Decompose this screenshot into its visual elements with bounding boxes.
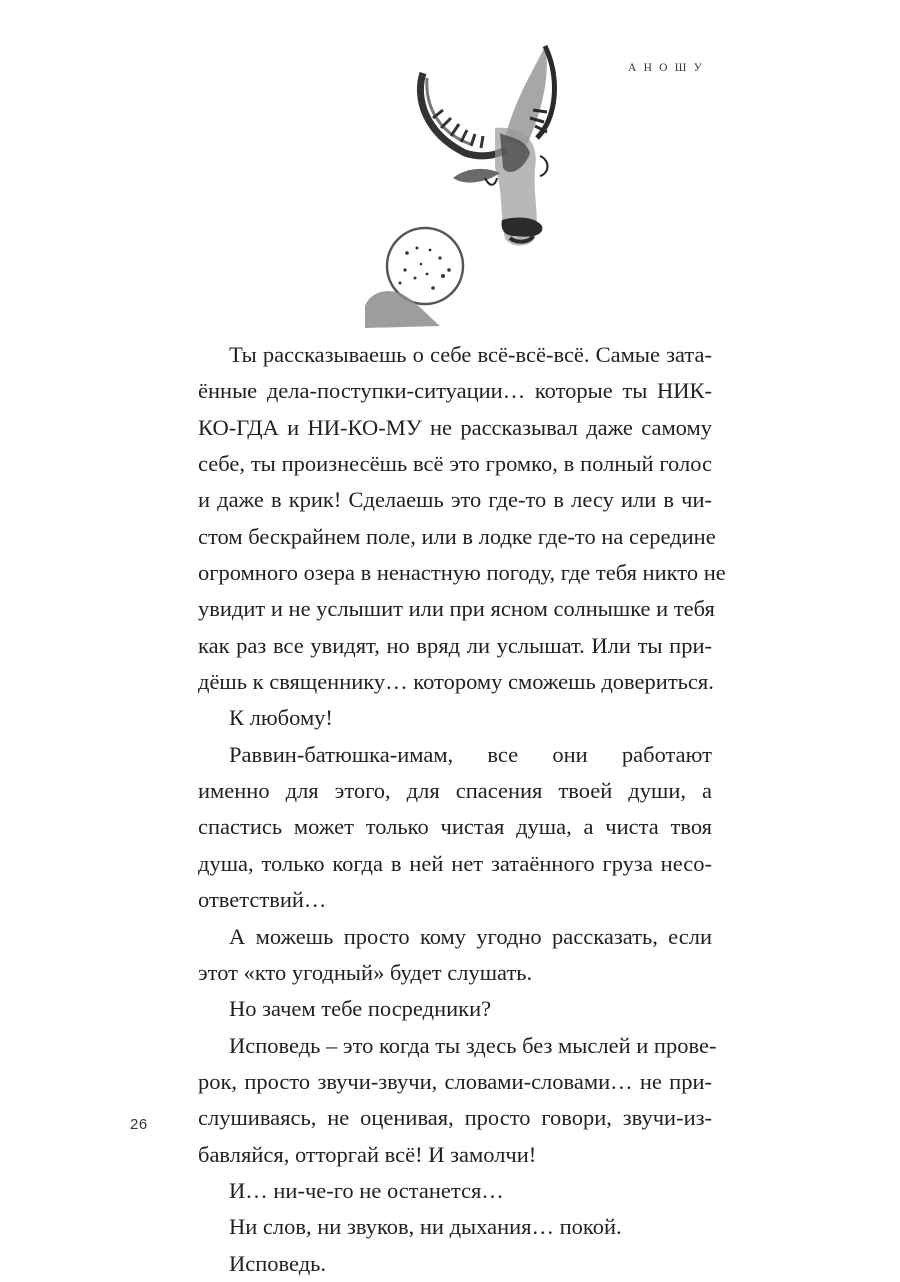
bull-illustration [345, 38, 575, 328]
text-line: этот «кто угодный» будет слушать. [198, 959, 533, 985]
text-line: увидит и не услышит или при ясном солнышке и тебя [198, 596, 715, 622]
text-line: И… ни-че-го не останется… [229, 1177, 504, 1203]
text-line: бавляйся, отторгай всё! И замолчи! [198, 1141, 537, 1167]
text-line: ённые дела-поступки-ситуации… которые ты НИК- [198, 378, 712, 404]
text-line: Раввин-батюшка-имам, все они работают [229, 741, 712, 767]
running-head: А Н О Ш У [628, 62, 704, 74]
page-number: 26 [130, 1116, 148, 1133]
text-line: Исповедь. [229, 1250, 327, 1276]
ink-bull-icon [345, 38, 575, 328]
text-line: Ты рассказываешь о себе всё-всё-всё. Самые зата- [229, 342, 712, 367]
text-line: Ни слов, ни звуков, ни дыхания… покой. [229, 1214, 622, 1240]
text-line: А можешь просто кому угодно рассказать, если [229, 923, 712, 949]
text-line: себе, ты произнесёшь всё это громко, в полный голос [198, 451, 712, 477]
body-text [198, 337, 726, 1282]
text-line: К любому! [229, 705, 333, 731]
text-line: и даже в крик! Сделаешь это где-то в лесу или в чи- [198, 487, 712, 513]
text-line: огромного озера в ненастную погоду, где тебя никто не [198, 560, 726, 586]
text-line: Но зачем тебе посредники? [229, 996, 492, 1022]
text-line: ответствий… [198, 887, 327, 913]
text-line: именно для этого, для спасения твоей души, а [198, 778, 712, 804]
text-line: душа, только когда в ней нет затаённого груза несо- [198, 850, 712, 876]
text-line: рок, просто звучи-звучи, словами-словами… не при- [198, 1068, 712, 1094]
text-line: стом бескрайнем поле, или в лодке где-то на середине [198, 523, 716, 549]
text-line: Исповедь – это когда ты здесь без мыслей и прове- [229, 1032, 717, 1058]
text-line: спастись может только чистая душа, а чиста твоя [198, 814, 712, 840]
text-line: КО-ГДА и НИ-КО-МУ не рассказывал даже самому [198, 414, 712, 440]
text-line: слушиваясь, не оценивая, просто говори, звучи-из- [198, 1105, 712, 1131]
text-line: дёшь к священнику… которому сможешь довериться. [198, 669, 714, 695]
text-line: как раз все увидят, но вряд ли услышат. Или ты при- [198, 632, 712, 658]
